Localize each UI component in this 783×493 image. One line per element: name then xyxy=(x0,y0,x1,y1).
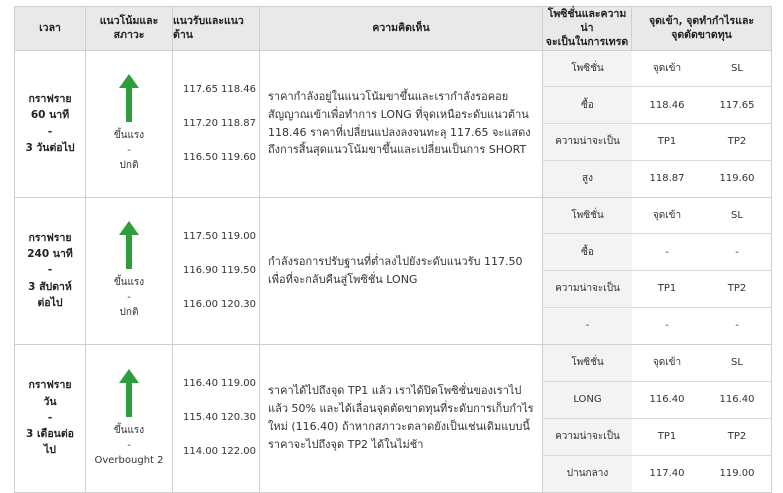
position-grid-row xyxy=(543,87,772,124)
support-level: 117.65 xyxy=(183,83,218,95)
trend-label: - xyxy=(127,145,131,157)
support-level: 116.00 xyxy=(183,298,218,310)
position-label: ความน่าจะเป็น xyxy=(543,124,632,161)
resistance-level: 119.00 xyxy=(221,378,256,390)
sr-level-row xyxy=(173,220,259,254)
trend-label: ปกติ xyxy=(119,160,139,172)
table-row xyxy=(15,197,772,344)
position-grid-row xyxy=(543,455,772,492)
position-grid-row xyxy=(543,51,772,87)
sr-level-row xyxy=(173,141,259,175)
position-grid-row xyxy=(543,160,772,196)
position-grid xyxy=(543,198,772,344)
timeframe-line: 3 วันต่อไป xyxy=(25,141,75,154)
arrow-up-icon xyxy=(119,369,139,417)
table-row xyxy=(15,344,772,492)
header-row xyxy=(15,7,772,51)
position-value: SL xyxy=(702,51,772,87)
comment-cell: ราคาได้ไปถึงจุด TP1 แล้ว เราได้ปิดโพซิชั่นของเราไปแล้ว 50% และได้เลื่อนจุดตัดขาดทุนที่ระดับการเก็บกำไรใหม่ (116.40) ถ้าหากสภาวะตลาดยังเป็นเช่นเดิมแบบนี้ ราคาจะไปถึงจุด TP2 ได้ในไม่ช้า xyxy=(260,344,543,492)
timeframe-line: กราฟราย xyxy=(28,379,72,392)
timeframe-cell xyxy=(15,344,86,492)
timeframe-line: ไป xyxy=(44,444,56,457)
timeframe-line: - xyxy=(47,411,53,424)
position-value: จุดเข้า xyxy=(632,345,702,382)
position-grid-row xyxy=(543,198,772,234)
position-value: - xyxy=(665,320,669,332)
timeframe-line: ต่อไป xyxy=(37,296,63,309)
trend-label: ขึ้นแรง xyxy=(113,130,145,142)
trend-cell xyxy=(86,344,173,492)
position-grid-row xyxy=(543,381,772,418)
timeframe-line: 60 นาที xyxy=(30,109,70,122)
sr-level-row xyxy=(173,73,259,107)
position-value: - xyxy=(702,234,772,271)
position-value: 116.40 xyxy=(632,381,702,418)
forecast-table xyxy=(14,6,772,493)
position-label: ซื้อ xyxy=(543,234,632,271)
position-label: LONG xyxy=(543,381,632,418)
position-value: จุดเข้า xyxy=(632,51,702,87)
trend-label: - xyxy=(127,439,131,451)
position-value: 116.40 xyxy=(702,381,772,418)
timeframe-line: กราฟราย xyxy=(28,231,72,244)
position-label: ซื้อ xyxy=(543,87,632,124)
header-position: โพซิชั่นและความน่า จะเป็นในการเทรด xyxy=(543,7,632,51)
header-time: เวลา xyxy=(15,7,86,51)
resistance-level: 118.46 xyxy=(221,83,256,95)
position-label: ความน่าจะเป็น xyxy=(543,271,632,308)
position-label: โพซิชั่น xyxy=(543,198,632,234)
support-level: 116.50 xyxy=(183,151,218,163)
timeframe-line: วัน xyxy=(43,395,57,408)
support-level: 117.20 xyxy=(183,117,218,129)
position-value: TP1 xyxy=(632,418,702,455)
position-value: 117.40 xyxy=(649,468,685,480)
support-resistance-cell xyxy=(173,197,260,344)
sr-level-row xyxy=(173,288,259,322)
position-value: SL xyxy=(702,345,772,382)
comment-cell: ราคากำลังอยู่ในแนวโน้มขาขึ้นและเรากำลังรอคอยสัญญาณเข้าเพื่อทำการ LONG ที่จุดเหนือระดับแนวต้าน 118.46 ราคาที่เปลี่ยนแปลงลงจนทะลุ 117.65 จะแสดงถึงการสิ้นสุดแนวโน้มขาขึ้นและเปลี่ยนเป็นการ SHORT xyxy=(260,50,543,197)
position-value: TP2 xyxy=(702,271,772,308)
resistance-level: 120.30 xyxy=(221,298,256,310)
resistance-level: 118.87 xyxy=(221,117,256,129)
sr-level-row xyxy=(173,435,259,469)
position-value: TP1 xyxy=(632,271,702,308)
trend-label: ปกติ xyxy=(119,307,139,319)
timeframe-line: 3 สัปดาห์ xyxy=(28,280,72,293)
timeframe-line: 3 เดือนต่อ xyxy=(26,428,74,441)
position-value: - xyxy=(632,234,702,271)
support-level: 116.90 xyxy=(183,264,218,276)
position-value: 118.87 xyxy=(649,173,685,185)
position-grid-cell xyxy=(543,50,772,197)
support-resistance-cell xyxy=(173,50,260,197)
timeframe-cell xyxy=(15,50,86,197)
position-label: ความน่าจะเป็น xyxy=(543,418,632,455)
position-grid-row xyxy=(543,307,772,343)
position-grid-row xyxy=(543,271,772,308)
position-grid xyxy=(543,51,772,197)
position-label: - xyxy=(543,307,632,343)
position-value: SL xyxy=(702,198,772,234)
timeframe-line: - xyxy=(47,125,53,138)
position-label: ปานกลาง xyxy=(543,455,632,492)
resistance-level: 122.00 xyxy=(221,446,256,458)
trend-label: - xyxy=(127,292,131,304)
support-level: 117.50 xyxy=(183,230,218,242)
timeframe-line: 240 นาที xyxy=(27,248,73,261)
trend-cell xyxy=(86,50,173,197)
header-entry-targets: จุดเข้า, จุดทำกำไรและ จุดตัดขาดทุน xyxy=(632,7,772,51)
timeframe-line: กราฟราย xyxy=(28,92,72,105)
resistance-level: 120.30 xyxy=(221,412,256,424)
arrow-up-icon xyxy=(119,221,139,269)
position-grid-row xyxy=(543,124,772,161)
resistance-level: 119.60 xyxy=(221,151,256,163)
trend-label: ขึ้นแรง xyxy=(113,277,145,289)
position-grid-row xyxy=(543,345,772,382)
sr-level-row xyxy=(173,107,259,141)
comment-cell: กำลังรอการปรับฐานที่ต่ำลงไปยังระดับแนวรับ 117.50 เพื่อที่จะกลับคืนสู่โพซิชั่น LONG xyxy=(260,197,543,344)
sr-level-row xyxy=(173,401,259,435)
support-level: 116.40 xyxy=(183,378,218,390)
position-label: โพซิชั่น xyxy=(543,345,632,382)
support-resistance-cell xyxy=(173,344,260,492)
trend-label: ขึ้นแรง xyxy=(113,424,145,436)
position-value: TP2 xyxy=(702,418,772,455)
position-label: โพซิชั่น xyxy=(543,51,632,87)
position-value: TP1 xyxy=(632,124,702,161)
position-value: - xyxy=(735,320,739,332)
timeframe-cell xyxy=(15,197,86,344)
position-value: TP2 xyxy=(702,124,772,161)
arrow-up-icon xyxy=(119,74,139,122)
sr-level-row xyxy=(173,254,259,288)
timeframe-line: - xyxy=(47,264,53,277)
sr-level-row xyxy=(173,367,259,401)
support-level: 115.40 xyxy=(183,412,218,424)
position-grid-row xyxy=(543,418,772,455)
trend-label: Overbought 2 xyxy=(94,454,164,466)
resistance-level: 119.50 xyxy=(221,264,256,276)
header-trend: แนวโน้มและ สภาวะ xyxy=(86,7,173,51)
position-value: จุดเข้า xyxy=(632,198,702,234)
position-grid-row xyxy=(543,234,772,271)
header-support-resistance: แนวรับและแนว ต้าน xyxy=(173,7,260,51)
position-value: 119.00 xyxy=(719,468,755,480)
position-value: 118.46 xyxy=(632,87,702,124)
support-level: 114.00 xyxy=(183,446,218,458)
position-label: สูง xyxy=(543,160,632,196)
position-value: 119.60 xyxy=(719,173,755,185)
position-grid xyxy=(543,345,772,492)
table-row xyxy=(15,50,772,197)
position-grid-cell xyxy=(543,197,772,344)
header-comment: ความคิดเห็น xyxy=(260,7,543,51)
trend-cell xyxy=(86,197,173,344)
resistance-level: 119.00 xyxy=(221,230,256,242)
position-grid-cell xyxy=(543,344,772,492)
position-value: 117.65 xyxy=(702,87,772,124)
